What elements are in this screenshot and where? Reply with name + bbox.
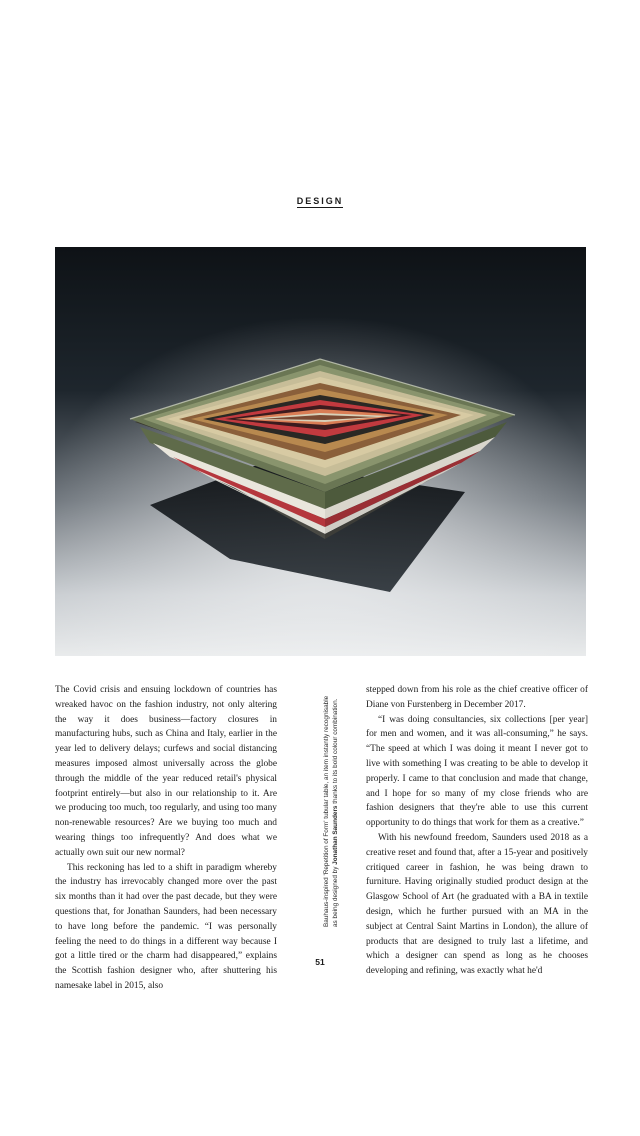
section-label [0, 196, 640, 206]
caption-line-2 [331, 679, 340, 927]
body-paragraph: With his newfound freedom, Saunders used 2018 as a creative reset and found that, after a 15-year and positively critiqued career in fashion, he was being drawn to furniture. Having originally studied product design at the Glasgow School of Art (he graduated with a BA in textile design, which he further pursued with an MA in the subject at Central Saint Martins in London), the allure of products that are designed to truly last a lifetime, and which a designer can spend as long as he chooses developing and refining, was exactly what he'd [366, 832, 588, 977]
caption-suffix: thanks to its bold colour combination. [332, 698, 339, 806]
caption-line-1: Bauhaus-inspired 'Repetition of Form' tubular table, an item instantly recognisable [323, 695, 330, 927]
body-paragraph: This reckoning has led to a shift in paradigm whereby the industry has irrevocably changed more over the past six months than it had over the past decade, but they were questions that, for Jonathan Saunders, had been necessary to have long before the pandemic. “I was personally feeling the need to do things in a different way because I got a little tired or the charm had disappeared,” explains the Scottish fashion designer who, after shuttering his namesake label in 2015, also [55, 862, 277, 991]
caption-designer-name: Jonathan Saunders [332, 805, 339, 865]
body-column-right [366, 683, 588, 979]
body-paragraph: stepped down from his role as the chief creative officer of Diane von Furstenberg in December 2017. [366, 685, 588, 710]
caption-prefix: as being designed by [332, 864, 339, 927]
body-paragraph: The Covid crisis and ensuing lockdown of countries has wreaked havoc on the fashion industry, not only altering the way it does business—factory closures in manufacturing hubs, such as China and Italy, earlier in the year led to delivery delays; curfews and social distancing measures imposed almost universally across the globe through the middle of the year reduced retail's physical footprint entirely—but also in our relationship to it. Are we producing too much, too regularly, and using too many non-renewable resources? Are we buying too much and wearing things too infrequently? And does what we actually own suit our new normal? [55, 685, 277, 858]
page-number: 51 [315, 957, 325, 967]
section-title: DESIGN [296, 196, 344, 206]
body-paragraph: “I was doing consultancies, six collections [per year] for men and women, and it was all-consuming,” he says. “The speed at which I was doing it meant I never got to live with something I was creating to be able to develop it properly. I came to that conclusion and made that change, and I hope for so many of my close friends who are fashion designers that they're able to use this current opportunity to do things that work for them as a creative.” [366, 714, 588, 829]
body-column-left [55, 683, 277, 994]
photo-caption [322, 679, 340, 927]
table-photo [55, 247, 586, 656]
